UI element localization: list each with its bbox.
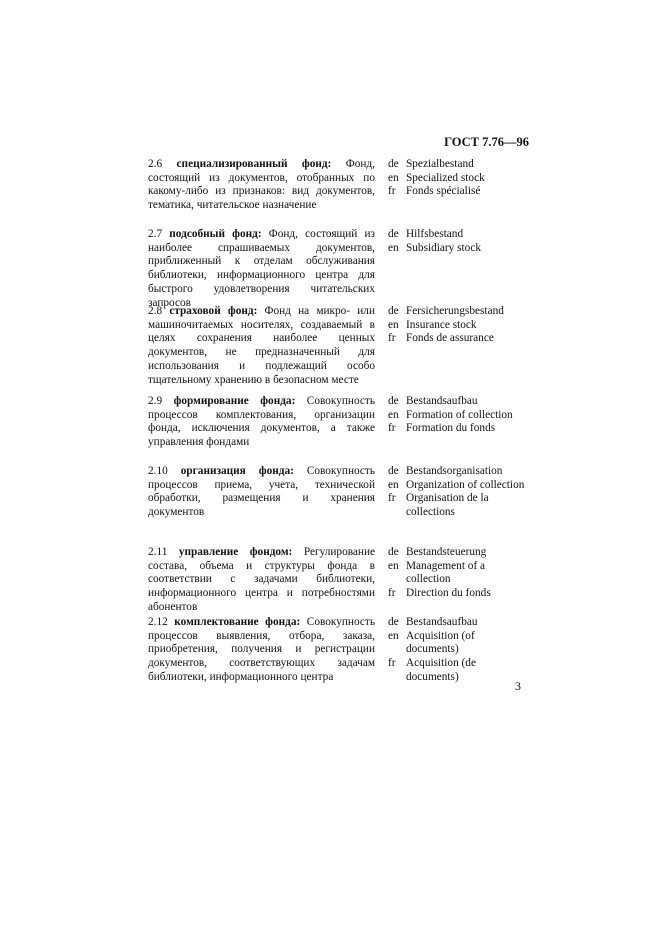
term-number: 2.12 (148, 616, 168, 628)
equivalent-de: de Bestandsteuerung (388, 546, 487, 558)
term-definition (148, 546, 375, 616)
foreign-equivalents (388, 228, 528, 305)
term-definition (148, 228, 375, 309)
term-definition (148, 305, 375, 395)
definition-text: Фонд, состоящий из документов, отобранных по какому-либо из признаков: вид документов, тематика, читательское назначение (148, 158, 375, 212)
term-number: 2.6 (148, 158, 163, 170)
equivalent-fr: fr Fonds de assurance (388, 332, 494, 345)
term-entry-2-11 (148, 546, 528, 616)
equivalent-en: en Acquisition (of documents) (388, 629, 475, 656)
equivalent-de: de Bestandsaufbau (388, 616, 478, 628)
term-name: комплектование фонда: (174, 616, 301, 628)
term-name: организация фонда: (180, 465, 294, 477)
equivalent-de: de Fersicherungsbestand (388, 305, 504, 317)
definition-text: Совокупность процессов выявления, отбора, заказа, приобретения, получения и регистрации документов, соответствующих задачам библиотеки, информационного центра (148, 616, 375, 683)
definition-text: Совокупность процессов приема, учета, технической обработки, размещения и хранения документов (148, 465, 376, 519)
equivalent-en: en Specialized stock (388, 171, 485, 184)
equivalent-fr: fr Direction du fonds (388, 587, 491, 600)
equivalent-en: en Formation of collection (388, 408, 513, 421)
term-entry-2-6 (148, 158, 528, 228)
term-number: 2.9 (148, 395, 163, 407)
term-definition (148, 616, 375, 696)
equivalent-fr: fr Fonds spécialisé (388, 185, 481, 198)
term-definition (148, 395, 375, 465)
term-definition (148, 158, 375, 228)
definition-text: Регулирование состава, объема и структуры фонда в соответствии с задачами библиотеки, информационного центра и потребностями абонентов (148, 546, 376, 613)
foreign-equivalents (388, 395, 528, 465)
term-number: 2.11 (148, 546, 168, 558)
foreign-equivalents (388, 305, 528, 395)
foreign-equivalents (388, 546, 528, 616)
term-entry-2-12 (148, 616, 528, 696)
equivalent-de: de Bestandsorganisation (388, 465, 503, 477)
term-name: управление фондом: (178, 546, 293, 558)
term-entry-2-9 (148, 395, 528, 465)
equivalent-de: de Hilfsbestand (388, 228, 464, 240)
equivalent-en: en Management of a collection (388, 559, 486, 586)
equivalent-de: de Bestandsaufbau (388, 395, 478, 407)
definition-text: Совокупность процессов комплектования, организации фонда, исключения документов, а также управления фондами (148, 395, 375, 449)
equivalent-en: en Subsidiary stock (388, 241, 481, 254)
definition-text: Фонд, состоящий из наиболее спрашиваемых документов, приближенный к отделам обслуживания библиотеки, информационного центра для быстрого удовлетворения читательских запросов (148, 228, 375, 309)
equivalent-en: en Organization of collection (388, 478, 525, 491)
equivalent-de: de Spezialbestand (388, 158, 474, 170)
foreign-equivalents (388, 616, 528, 696)
term-name: подсобный фонд: (169, 228, 262, 240)
foreign-equivalents (388, 465, 528, 546)
term-entry-2-7 (148, 228, 528, 309)
equivalent-fr: fr Organisation de la collections (388, 492, 489, 519)
equivalent-en: en Insurance stock (388, 318, 477, 331)
equivalent-fr: fr Formation du fonds (388, 422, 496, 435)
term-entry-2-8 (148, 305, 528, 395)
term-number: 2.7 (148, 228, 163, 240)
term-name: страховой фонд: (169, 305, 258, 317)
foreign-equivalents (388, 158, 528, 228)
term-number: 2.10 (148, 465, 168, 477)
term-number: 2.8 (148, 305, 163, 317)
term-entry-2-10 (148, 465, 528, 546)
standard-header: ГОСТ 7.76—96 (444, 135, 529, 149)
terms-list (148, 158, 528, 696)
term-name: формирование фонда: (173, 395, 296, 407)
term-name: специализированный фонд: (176, 158, 332, 170)
page-number: 3 (515, 679, 521, 693)
equivalent-fr: fr Acquisition (de documents) (388, 657, 476, 683)
definition-text: Фонд на микро- или машиночитаемых носителях, создаваемый в целях сохранения наиболее ценных документов, не предназначенный для использования и подлежащий особо тщательному хранению в безопасном месте (148, 305, 375, 386)
term-definition (148, 465, 375, 546)
